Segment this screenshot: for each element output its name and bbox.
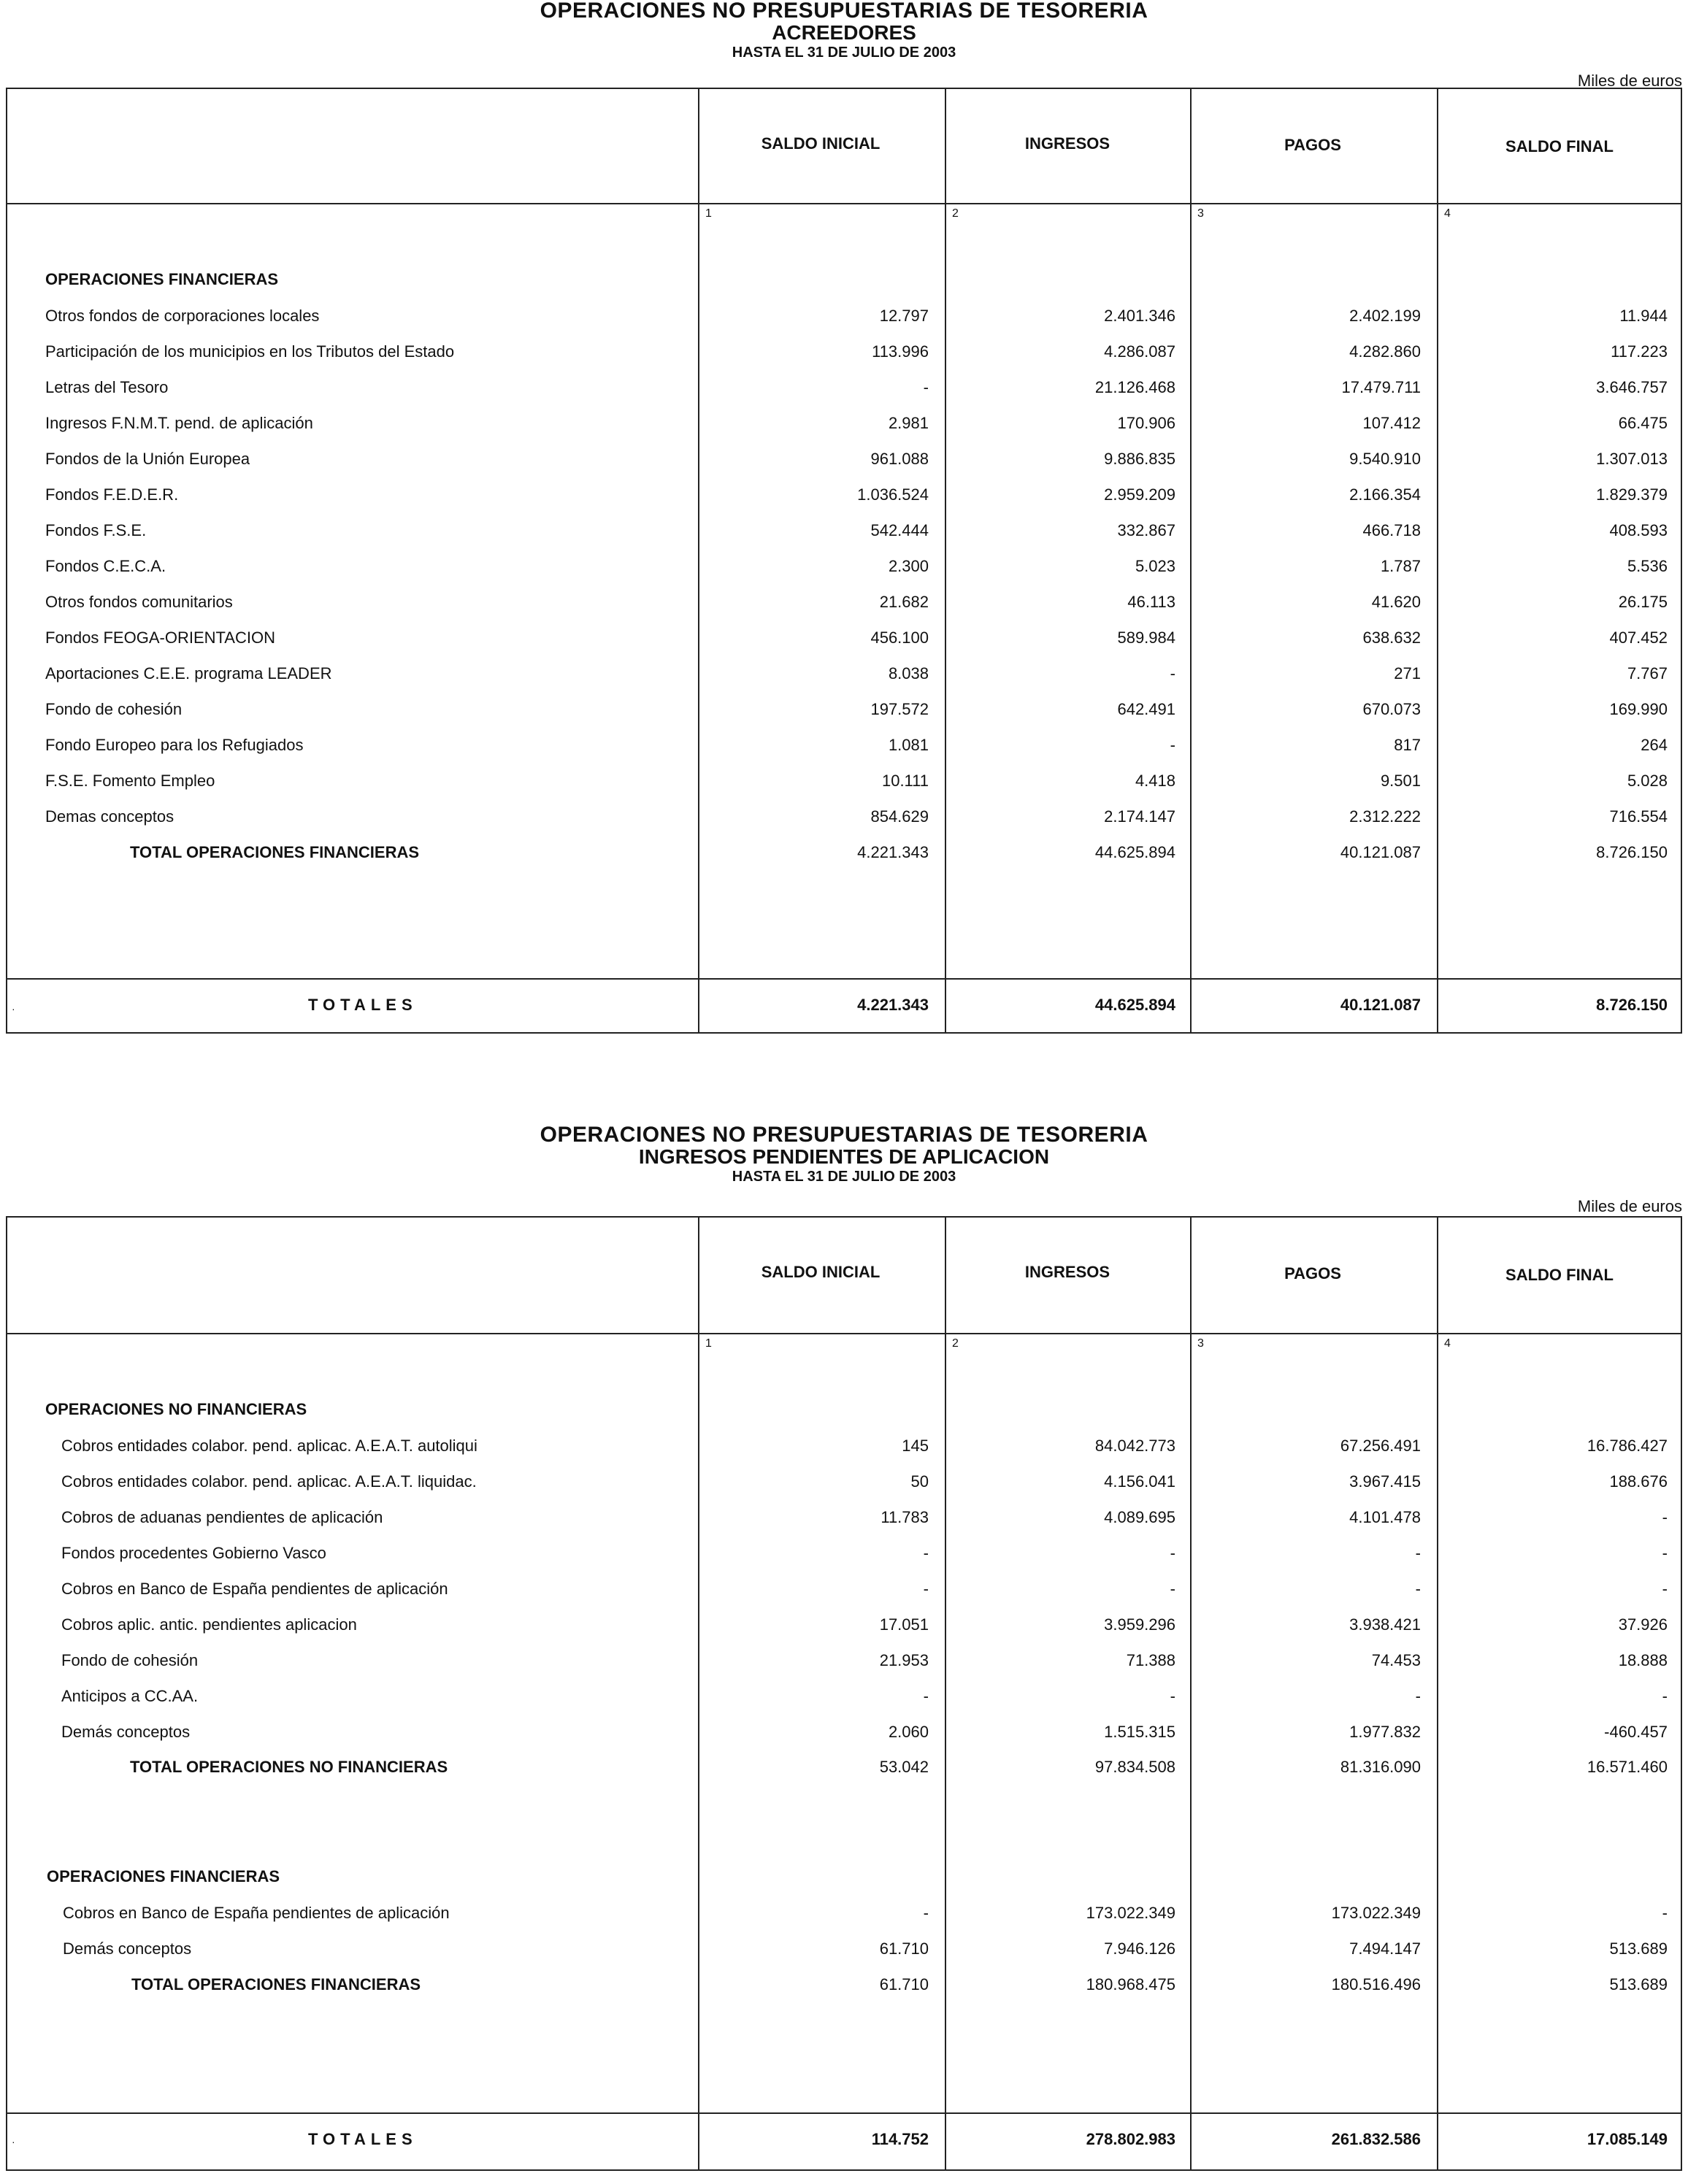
cell-saldo-final: 1.829.379 <box>1596 485 1668 504</box>
cell-ingresos: 5.023 <box>1135 557 1175 575</box>
cell-saldo-final: 188.676 <box>1609 1472 1668 1491</box>
cell-saldo-final: 7.767 <box>1627 664 1668 682</box>
cell-saldo-inicial: - <box>923 1544 929 1562</box>
row-label: Fondo Europeo para los Refugiados <box>45 736 304 754</box>
row-label: Otros fondos de corporaciones locales <box>45 307 320 325</box>
row-label: Fondo de cohesión <box>45 700 183 718</box>
subtotal-pagos: 81.316.090 <box>1340 1758 1421 1776</box>
cell-pagos: 2.402.199 <box>1349 307 1421 325</box>
column-header-pagos: PAGOS <box>1284 136 1341 154</box>
column-number: 1 <box>705 1337 712 1350</box>
column-number: 1 <box>705 207 712 220</box>
subtotal-saldo-final: 513.689 <box>1609 1975 1668 1993</box>
subtotal-label: TOTAL OPERACIONES FINANCIERAS <box>130 843 420 861</box>
table-row <box>7 1580 1681 1602</box>
table-row <box>7 485 1681 507</box>
row-label: Participación de los municipios en los Tributos del Estado <box>45 342 455 361</box>
cell-saldo-inicial: 1.036.524 <box>857 485 929 504</box>
cell-saldo-final: 18.888 <box>1618 1651 1668 1669</box>
cell-saldo-inicial: 854.629 <box>870 807 929 826</box>
cell-saldo-final: - <box>1662 1508 1668 1526</box>
cell-saldo-final: 26.175 <box>1618 593 1668 611</box>
column-number: 4 <box>1444 1337 1451 1350</box>
acreedores-title-block <box>0 0 1688 61</box>
cell-pagos: 4.101.478 <box>1349 1508 1421 1526</box>
cell-saldo-final: 3.646.757 <box>1596 378 1668 396</box>
cell-saldo-inicial: 542.444 <box>870 521 929 539</box>
column-number: 4 <box>1444 207 1451 220</box>
cell-pagos: 7.494.147 <box>1349 1939 1421 1958</box>
column-number: 3 <box>1197 1337 1204 1350</box>
cell-pagos: 1.787 <box>1380 557 1421 575</box>
cell-pagos: 817 <box>1394 736 1421 754</box>
totals-row <box>7 996 1681 1018</box>
ingresos-units: Miles de euros <box>1577 1197 1682 1215</box>
totals-divider <box>7 978 1681 980</box>
section-title-operaciones-financieras: OPERACIONES FINANCIERAS <box>45 270 279 288</box>
table-row <box>7 1904 1681 1926</box>
column-header-saldo-inicial: SALDO INICIAL <box>761 1263 881 1281</box>
cell-pagos: 466.718 <box>1362 521 1421 539</box>
cell-saldo-final: 16.786.427 <box>1587 1437 1668 1455</box>
totals-pagos: 40.121.087 <box>1340 996 1421 1014</box>
row-label: Anticipos a CC.AA. <box>61 1687 199 1705</box>
table-row <box>7 807 1681 829</box>
cell-pagos: 271 <box>1394 664 1421 682</box>
cell-pagos: 3.967.415 <box>1349 1472 1421 1491</box>
cell-saldo-inicial: 21.682 <box>879 593 929 611</box>
totals-row <box>7 2130 1681 2152</box>
cell-saldo-inicial: - <box>923 1904 929 1922</box>
cell-ingresos: 46.113 <box>1127 593 1175 611</box>
cell-ingresos: 4.156.041 <box>1104 1472 1175 1491</box>
cell-ingresos: 9.886.835 <box>1104 450 1175 468</box>
column-header-saldo-inicial: SALDO INICIAL <box>761 134 881 153</box>
cell-pagos: - <box>1415 1544 1421 1562</box>
ingresos-title-block <box>0 1124 1688 1185</box>
cell-pagos: 67.256.491 <box>1340 1437 1421 1455</box>
table-row <box>7 593 1681 615</box>
cell-ingresos: - <box>1170 736 1175 754</box>
row-label: Cobros en Banco de España pendientes de aplicación <box>63 1904 450 1922</box>
cell-ingresos: 2.959.209 <box>1104 485 1175 504</box>
table-row <box>7 1544 1681 1566</box>
cell-pagos: 9.501 <box>1380 772 1421 790</box>
cell-saldo-final: 716.554 <box>1609 807 1668 826</box>
totals-divider <box>7 2112 1681 2114</box>
cell-pagos: 4.282.860 <box>1349 342 1421 361</box>
table-row <box>7 307 1681 328</box>
cell-ingresos: - <box>1170 1580 1175 1598</box>
cell-saldo-final: 408.593 <box>1609 521 1668 539</box>
cell-saldo-inicial: 11.783 <box>881 1508 929 1526</box>
column-header-pagos: PAGOS <box>1284 1264 1341 1283</box>
cell-ingresos: 589.984 <box>1117 628 1175 647</box>
ingresos-title: OPERACIONES NO PRESUPUESTARIAS DE TESORERIA <box>540 1123 1148 1147</box>
cell-ingresos: - <box>1170 1544 1175 1562</box>
cell-saldo-inicial: 2.060 <box>888 1723 929 1741</box>
column-header-saldo-final: SALDO FINAL <box>1505 137 1614 155</box>
cell-ingresos: 170.906 <box>1117 414 1175 432</box>
cell-ingresos: 642.491 <box>1117 700 1175 718</box>
totals-label: TOTALES <box>308 2130 418 2148</box>
margin-dot: · <box>12 1003 15 1015</box>
acreedores-table <box>6 88 1682 1034</box>
totals-saldo-inicial: 114.752 <box>871 2130 929 2148</box>
cell-pagos: 2.166.354 <box>1349 485 1421 504</box>
table-row <box>7 1472 1681 1494</box>
row-label: Fondos F.E.D.E.R. <box>45 485 179 504</box>
row-label: Demás conceptos <box>61 1723 191 1741</box>
table-row <box>7 450 1681 472</box>
cell-saldo-final: 264 <box>1641 736 1668 754</box>
table-row <box>7 1615 1681 1637</box>
cell-pagos: 638.632 <box>1362 628 1421 647</box>
table-row <box>7 521 1681 543</box>
totals-ingresos: 278.802.983 <box>1086 2130 1175 2148</box>
cell-saldo-inicial: 61.710 <box>879 1939 929 1958</box>
cell-saldo-final: 37.926 <box>1618 1615 1668 1634</box>
subtotal-row <box>7 1975 1681 1997</box>
cell-ingresos: 21.126.468 <box>1094 378 1175 396</box>
cell-ingresos: 3.959.296 <box>1104 1615 1175 1634</box>
cell-pagos: 17.479.711 <box>1341 378 1421 396</box>
cell-saldo-inicial: - <box>923 1687 929 1705</box>
row-label: Aportaciones C.E.E. programa LEADER <box>45 664 332 682</box>
row-label: Demás conceptos <box>63 1939 192 1958</box>
cell-saldo-inicial: 8.038 <box>888 664 929 682</box>
cell-saldo-inicial: 1.081 <box>888 736 929 754</box>
cell-pagos: 1.977.832 <box>1349 1723 1421 1741</box>
row-label: Fondos C.E.C.A. <box>45 557 166 575</box>
margin-dot: · <box>12 2136 15 2148</box>
cell-saldo-final: 513.689 <box>1609 1939 1668 1958</box>
cell-saldo-inicial: 145 <box>902 1437 929 1455</box>
cell-saldo-inicial: 50 <box>910 1472 929 1491</box>
table-row <box>7 342 1681 364</box>
cell-saldo-inicial: 21.953 <box>879 1651 929 1669</box>
subtotal-ingresos: 97.834.508 <box>1094 1758 1175 1776</box>
cell-saldo-final: 407.452 <box>1609 628 1668 647</box>
table-row <box>7 378 1681 400</box>
row-label: Ingresos F.N.M.T. pend. de aplicación <box>45 414 313 432</box>
cell-pagos: 173.022.349 <box>1331 1904 1421 1922</box>
row-label: Fondos de la Unión Europea <box>45 450 250 468</box>
table-row <box>7 414 1681 436</box>
subtotal-label: TOTAL OPERACIONES NO FINANCIERAS <box>130 1758 448 1776</box>
cell-saldo-inicial: 456.100 <box>870 628 929 647</box>
subtotal-row <box>7 843 1681 865</box>
cell-saldo-inicial: - <box>923 378 929 396</box>
subtotal-ingresos: 44.625.894 <box>1094 843 1175 861</box>
acreedores-title: OPERACIONES NO PRESUPUESTARIAS DE TESORERIA <box>540 0 1148 23</box>
cell-pagos: 41.620 <box>1371 593 1421 611</box>
subtotal-saldo-inicial: 61.710 <box>879 1975 929 1993</box>
cell-pagos: - <box>1415 1687 1421 1705</box>
cell-saldo-final: - <box>1662 1580 1668 1598</box>
section-title-operaciones-financieras: OPERACIONES FINANCIERAS <box>47 1867 280 1885</box>
cell-saldo-inicial: 961.088 <box>870 450 929 468</box>
section-title-operaciones-no-financieras: OPERACIONES NO FINANCIERAS <box>45 1400 307 1418</box>
totals-pagos: 261.832.586 <box>1331 2130 1421 2148</box>
subtotal-row <box>7 1758 1681 1780</box>
row-label: Otros fondos comunitarios <box>45 593 233 611</box>
row-label: Fondos F.S.E. <box>45 521 147 539</box>
cell-saldo-final: - <box>1662 1904 1668 1922</box>
table-row <box>7 772 1681 793</box>
cell-saldo-final: -460.457 <box>1604 1723 1668 1741</box>
cell-saldo-final: - <box>1662 1544 1668 1562</box>
cell-ingresos: 332.867 <box>1117 521 1175 539</box>
totals-ingresos: 44.625.894 <box>1094 996 1175 1014</box>
cell-ingresos: 2.401.346 <box>1104 307 1175 325</box>
cell-ingresos: 4.286.087 <box>1104 342 1175 361</box>
column-number: 2 <box>952 1337 959 1350</box>
cell-pagos: 107.412 <box>1362 414 1421 432</box>
cell-pagos: 2.312.222 <box>1349 807 1421 826</box>
row-label: Demas conceptos <box>45 807 174 826</box>
cell-saldo-inicial: 12.797 <box>879 307 929 325</box>
cell-saldo-inicial: 197.572 <box>870 700 929 718</box>
cell-pagos: 9.540.910 <box>1349 450 1421 468</box>
subtotal-saldo-final: 16.571.460 <box>1587 1758 1668 1776</box>
cell-saldo-final: - <box>1662 1687 1668 1705</box>
table-row <box>7 557 1681 579</box>
cell-saldo-inicial: 17.051 <box>879 1615 929 1634</box>
table-row <box>7 1651 1681 1673</box>
totals-saldo-final: 8.726.150 <box>1596 996 1668 1014</box>
cell-ingresos: 4.418 <box>1135 772 1175 790</box>
cell-pagos: - <box>1415 1580 1421 1598</box>
column-header-saldo-final: SALDO FINAL <box>1505 1266 1614 1284</box>
row-label: Cobros entidades colabor. pend. aplicac. A.E.A.T. liquidac. <box>61 1472 477 1491</box>
header-divider <box>7 1333 1681 1334</box>
table-row <box>7 1723 1681 1745</box>
row-label: Letras del Tesoro <box>45 378 169 396</box>
table-row <box>7 1437 1681 1458</box>
totals-label: TOTALES <box>308 996 418 1014</box>
table-row <box>7 664 1681 686</box>
subtotal-ingresos: 180.968.475 <box>1086 1975 1175 1993</box>
cell-ingresos: - <box>1170 1687 1175 1705</box>
table-row <box>7 628 1681 650</box>
column-number: 2 <box>952 207 959 220</box>
cell-ingresos: 71.388 <box>1126 1651 1175 1669</box>
row-label: Cobros en Banco de España pendientes de aplicación <box>61 1580 448 1598</box>
cell-saldo-final: 5.028 <box>1627 772 1668 790</box>
table-row <box>7 1508 1681 1530</box>
cell-saldo-inicial: - <box>923 1580 929 1598</box>
ingresos-subtitle: INGRESOS PENDIENTES DE APLICACION <box>638 1145 1050 1168</box>
row-label: Fondos FEOGA-ORIENTACION <box>45 628 275 647</box>
row-label: Fondos procedentes Gobierno Vasco <box>61 1544 326 1562</box>
cell-ingresos: 2.174.147 <box>1104 807 1175 826</box>
ingresos-table <box>6 1216 1682 2171</box>
cell-ingresos: 7.946.126 <box>1104 1939 1175 1958</box>
cell-saldo-final: 11.944 <box>1619 307 1668 325</box>
cell-ingresos: 84.042.773 <box>1094 1437 1175 1455</box>
subtotal-saldo-inicial: 4.221.343 <box>857 843 929 861</box>
totals-saldo-final: 17.085.149 <box>1587 2130 1668 2148</box>
cell-saldo-final: 66.475 <box>1618 414 1668 432</box>
row-label: Fondo de cohesión <box>61 1651 199 1669</box>
totals-saldo-inicial: 4.221.343 <box>857 996 929 1014</box>
subtotal-label: TOTAL OPERACIONES FINANCIERAS <box>131 1975 421 1993</box>
cell-pagos: 3.938.421 <box>1349 1615 1421 1634</box>
acreedores-units: Miles de euros <box>1577 72 1682 90</box>
subtotal-pagos: 180.516.496 <box>1331 1975 1421 1993</box>
cell-ingresos: 1.515.315 <box>1104 1723 1175 1741</box>
row-label: Cobros aplic. antic. pendientes aplicacion <box>61 1615 357 1634</box>
row-label: F.S.E. Fomento Empleo <box>45 772 215 790</box>
cell-saldo-inicial: 113.996 <box>872 342 929 361</box>
table-row <box>7 1687 1681 1709</box>
cell-ingresos: - <box>1170 664 1175 682</box>
acreedores-date: HASTA EL 31 DE JULIO DE 2003 <box>732 45 956 61</box>
cell-saldo-final: 117.223 <box>1611 342 1668 361</box>
subtotal-pagos: 40.121.087 <box>1340 843 1421 861</box>
column-number: 3 <box>1197 207 1204 220</box>
subtotal-saldo-final: 8.726.150 <box>1596 843 1668 861</box>
cell-ingresos: 173.022.349 <box>1086 1904 1175 1922</box>
cell-saldo-inicial: 2.300 <box>888 557 929 575</box>
header-divider <box>7 203 1681 204</box>
cell-pagos: 74.453 <box>1371 1651 1421 1669</box>
cell-saldo-final: 1.307.013 <box>1596 450 1668 468</box>
row-label: Cobros entidades colabor. pend. aplicac. A.E.A.T. autoliqui <box>61 1437 477 1455</box>
table-row <box>7 1939 1681 1961</box>
column-header-ingresos: INGRESOS <box>1024 1263 1110 1281</box>
cell-ingresos: 4.089.695 <box>1104 1508 1175 1526</box>
table-row <box>7 700 1681 722</box>
ingresos-date: HASTA EL 31 DE JULIO DE 2003 <box>732 1169 956 1185</box>
subtotal-saldo-inicial: 53.042 <box>879 1758 929 1776</box>
cell-saldo-inicial: 2.981 <box>888 414 929 432</box>
column-header-ingresos: INGRESOS <box>1024 134 1110 153</box>
cell-saldo-final: 5.536 <box>1627 557 1668 575</box>
cell-pagos: 670.073 <box>1362 700 1421 718</box>
row-label: Cobros de aduanas pendientes de aplicación <box>61 1508 383 1526</box>
table-row <box>7 736 1681 758</box>
cell-saldo-final: 169.990 <box>1609 700 1668 718</box>
cell-saldo-inicial: 10.111 <box>881 772 929 790</box>
acreedores-subtitle: ACREEDORES <box>772 21 916 44</box>
